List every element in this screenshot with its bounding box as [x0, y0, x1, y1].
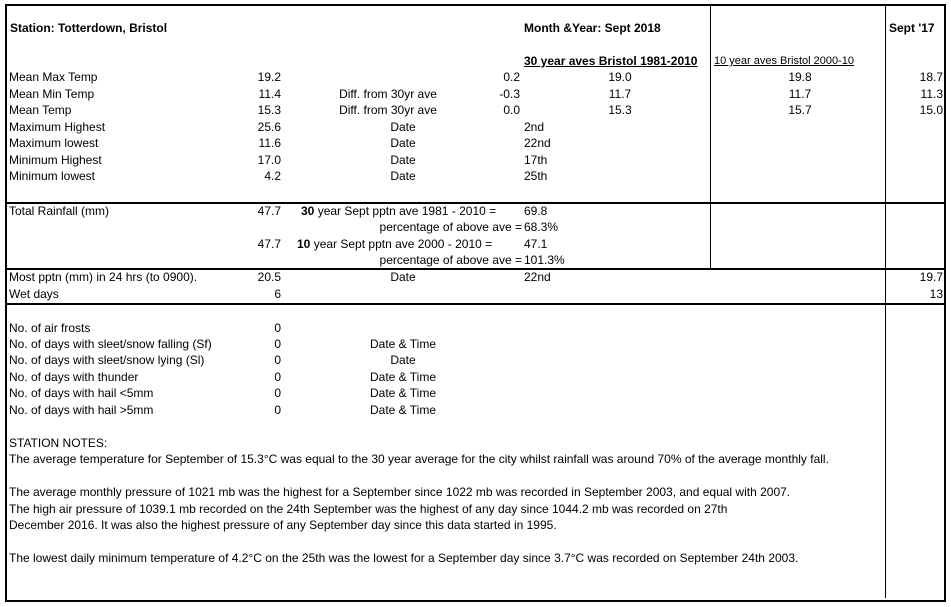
notes-line: The high air pressure of 1039.1 mb recorded on the 24th September was the highest of any day since 1044.2 mb was recorded on 27th	[9, 502, 728, 516]
mean-min-diff-label: Diff. from 30yr ave	[339, 87, 437, 101]
ave30-heading: 30 year aves Bristol 1981-2010	[524, 54, 698, 68]
rainfall-pct-label: percentage of above ave =	[379, 253, 522, 267]
mean-max-prev: 18.7	[919, 70, 943, 84]
mean-temp-label: Mean Temp	[9, 103, 72, 117]
divider-ave10-column	[710, 4, 711, 268]
extreme-date: 25th	[524, 169, 548, 183]
rainfall-ave30-value: 69.8	[524, 204, 548, 218]
rainfall-pct-label: percentage of above ave =	[379, 220, 522, 234]
extreme-date-label: Date	[390, 153, 416, 167]
rainfall-value: 47.7	[257, 204, 281, 218]
wet-days-prev: 13	[929, 287, 943, 301]
mean-temp-diff-label: Diff. from 30yr ave	[339, 103, 437, 117]
most-pptn-date: 22nd	[524, 270, 551, 284]
count-label: No. of days with thunder	[9, 370, 139, 384]
count-extra: Date & Time	[369, 386, 437, 400]
extreme-date: 17th	[524, 153, 548, 167]
station-title: Station: Totterdown, Bristol	[10, 21, 168, 35]
count-value: 0	[274, 353, 281, 367]
count-value: 0	[274, 321, 281, 335]
extreme-date: 22nd	[524, 136, 551, 150]
ave10-heading: 10 year aves Bristol 2000-10	[714, 55, 855, 67]
count-label: No. of air frosts	[9, 321, 91, 335]
extreme-label: Maximum lowest	[9, 136, 99, 150]
extreme-label: Minimum Highest	[9, 153, 102, 167]
rainfall-ave30-text: 30 year Sept pptn ave 1981 - 2010 =	[301, 204, 497, 218]
mean-min-diff: -0.3	[499, 87, 520, 101]
rainfall-label: Total Rainfall (mm)	[9, 204, 110, 218]
mean-max-ave10: 19.8	[788, 70, 812, 84]
extreme-date-label: Date	[390, 120, 416, 134]
prev-year-heading: Sept '17	[889, 21, 935, 35]
mean-max-diff: 0.2	[503, 70, 520, 84]
count-value: 0	[274, 403, 281, 417]
notes-line: The lowest daily minimum temperature of 4.2°C on the 25th was the lowest for a September day since 3.7°C was recorded on September 24th 2003.	[9, 551, 799, 565]
most-pptn-label: Most pptn (mm) in 24 hrs (to 0900).	[9, 270, 198, 284]
month-year-title: Month &Year: Sept 2018	[524, 21, 661, 35]
most-pptn-value: 20.5	[257, 270, 281, 284]
divider-prev-year-column	[885, 4, 886, 598]
most-pptn-prev: 19.7	[919, 270, 943, 284]
mean-min-ave30: 11.7	[608, 87, 632, 101]
mean-temp-prev: 15.0	[919, 103, 943, 117]
rainfall-ave10-text: 10 year Sept pptn ave 2000 - 2010 =	[297, 237, 493, 251]
count-extra: Date & Time	[369, 370, 437, 384]
extreme-value: 11.6	[258, 136, 281, 150]
extreme-value: 4.2	[264, 169, 281, 183]
count-value: 0	[274, 370, 281, 384]
mean-max-ave30: 19.0	[608, 70, 632, 84]
extreme-value: 25.6	[257, 120, 281, 134]
count-value: 0	[274, 386, 281, 400]
mean-min-ave10: 11.7	[788, 87, 812, 101]
count-extra: Date & Time	[369, 403, 437, 417]
mean-temp-ave10: 15.7	[788, 103, 812, 117]
rainfall-pct: 68.3%	[524, 220, 559, 234]
rainfall-value: 47.7	[257, 237, 281, 251]
most-pptn-date-label: Date	[390, 270, 416, 284]
extreme-label: Minimum lowest	[9, 169, 96, 183]
count-value: 0	[274, 337, 281, 351]
count-label: No. of days with sleet/snow falling (Sf)	[9, 337, 212, 351]
notes-title: STATION NOTES:	[9, 436, 108, 450]
wet-days-value: 6	[274, 287, 281, 301]
divider-counts-section	[5, 303, 946, 305]
count-extra: Date & Time	[369, 337, 437, 351]
mean-min-label: Mean Min Temp	[9, 87, 95, 101]
rainfall-pct: 101.3%	[524, 253, 565, 267]
rainfall-ave10-value: 47.1	[524, 237, 548, 251]
mean-temp-diff: 0.0	[503, 103, 520, 117]
count-extra: Date	[390, 353, 416, 367]
mean-min-value: 11.4	[258, 87, 281, 101]
extreme-value: 17.0	[257, 153, 281, 167]
extreme-label: Maximum Highest	[9, 120, 106, 134]
notes-line: The average temperature for September of 15.3°C was equal to the 30 year average for the city whilst rainfall was around 70% of the average monthly fall.	[9, 452, 829, 466]
mean-temp-value: 15.3	[257, 103, 281, 117]
count-label: No. of days with sleet/snow lying (Sl)	[9, 353, 205, 367]
mean-max-value: 19.2	[257, 70, 281, 84]
wet-days-label: Wet days	[9, 287, 59, 301]
extreme-date-label: Date	[390, 169, 416, 183]
count-label: No. of days with hail <5mm	[9, 386, 154, 400]
notes-line: December 2016. It was also the highest pressure of any September day since this data started in 1995.	[9, 518, 557, 532]
notes-line: The average monthly pressure of 1021 mb was the highest for a September since 1022 mb was recorded in September 2003, and equal with 2007.	[9, 485, 791, 499]
count-label: No. of days with hail >5mm	[9, 403, 154, 417]
mean-temp-ave30: 15.3	[608, 103, 632, 117]
mean-max-label: Mean Max Temp	[9, 70, 98, 84]
border-top	[5, 4, 946, 6]
border-bottom	[5, 600, 946, 602]
extreme-date-label: Date	[390, 136, 416, 150]
mean-min-prev: 11.3	[920, 87, 943, 101]
extreme-date: 2nd	[524, 120, 545, 134]
